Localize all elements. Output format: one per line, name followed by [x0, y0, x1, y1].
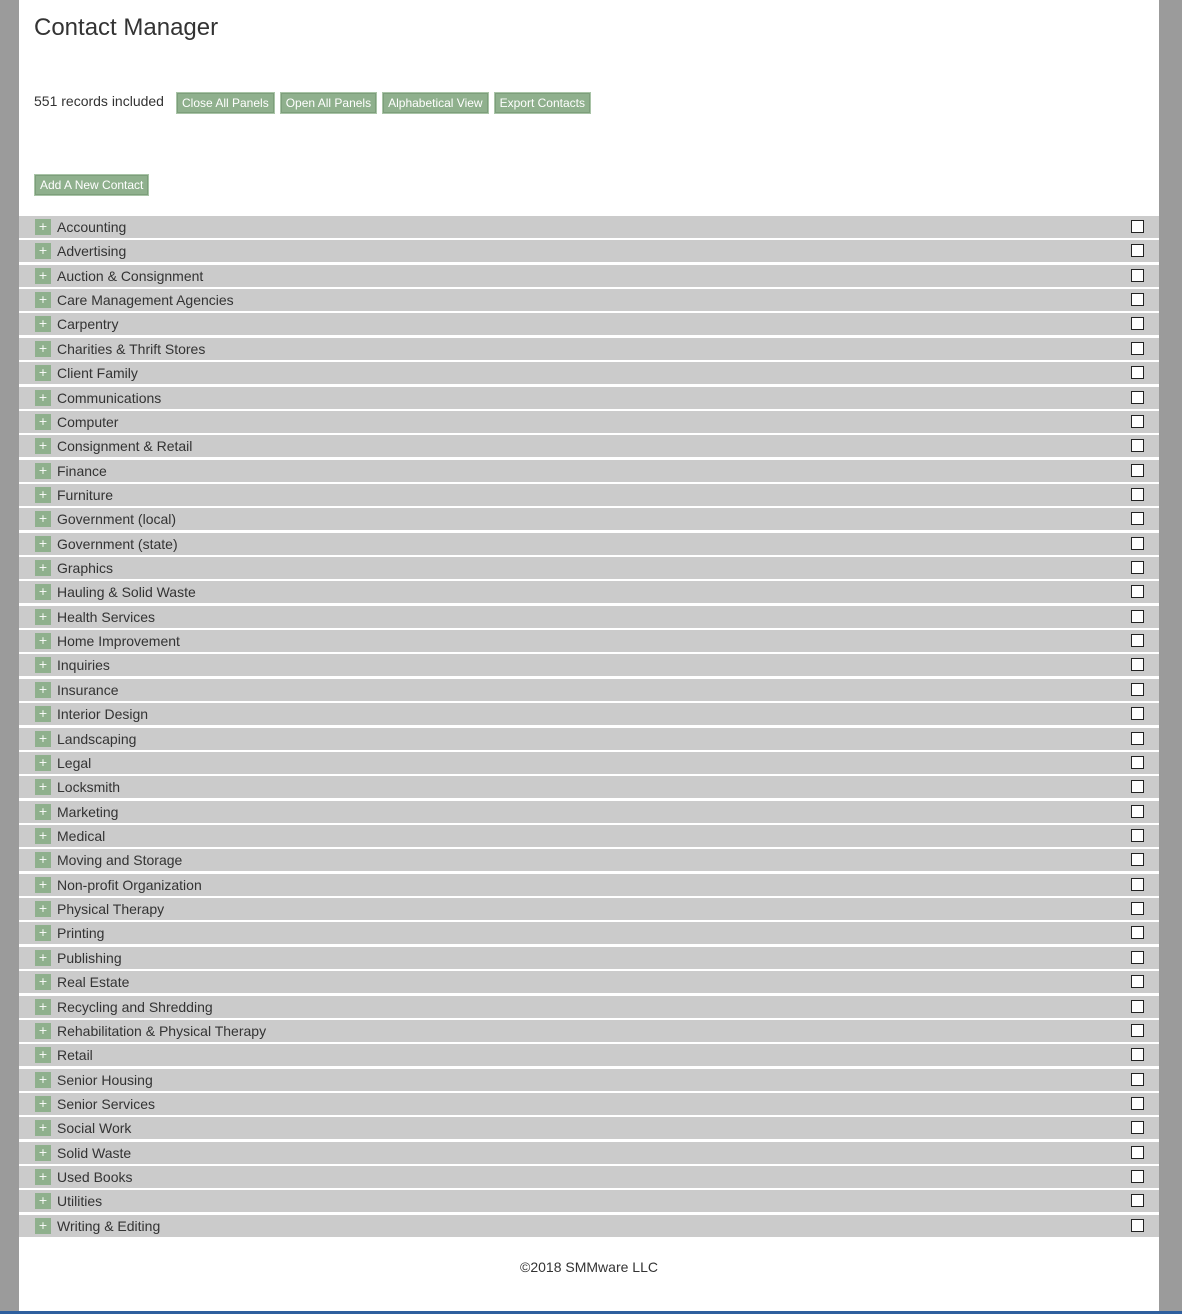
category-checkbox[interactable]: [1131, 244, 1144, 257]
category-row[interactable]: [19, 703, 1159, 725]
category-label: Government (state): [57, 535, 178, 552]
category-label: Health Services: [57, 608, 156, 625]
expand-plus-icon[interactable]: +: [35, 706, 51, 722]
category-row[interactable]: [19, 654, 1159, 676]
category-label: Consignment & Retail: [57, 438, 193, 455]
category-label: Locksmith: [57, 779, 121, 796]
category-checkbox[interactable]: [1131, 585, 1144, 598]
expand-plus-icon[interactable]: +: [35, 779, 51, 795]
category-label: Computer: [57, 413, 119, 430]
category-checkbox[interactable]: [1131, 512, 1144, 525]
expand-plus-icon[interactable]: +: [35, 1193, 51, 1209]
expand-plus-icon[interactable]: +: [35, 1072, 51, 1088]
toolbar: [34, 92, 596, 114]
expand-plus-icon[interactable]: +: [35, 463, 51, 479]
expand-plus-icon[interactable]: +: [35, 243, 51, 259]
category-row[interactable]: [19, 1215, 1159, 1237]
category-label: Solid Waste: [57, 1144, 132, 1161]
category-row[interactable]: [19, 1020, 1159, 1042]
category-checkbox[interactable]: [1131, 926, 1144, 939]
category-row[interactable]: [19, 728, 1159, 750]
category-label: Used Books: [57, 1169, 133, 1186]
category-row[interactable]: [19, 435, 1159, 457]
category-row[interactable]: [19, 801, 1159, 823]
category-checkbox[interactable]: [1131, 1170, 1144, 1183]
add-contact-button[interactable]: Add A New Contact: [34, 174, 149, 196]
alphabetical-view-button[interactable]: Alphabetical View: [382, 92, 489, 114]
expand-plus-icon[interactable]: +: [35, 901, 51, 917]
footer-copyright: ©2018 SMMware LLC: [520, 1259, 658, 1275]
expand-plus-icon[interactable]: +: [35, 804, 51, 820]
expand-plus-icon[interactable]: +: [35, 536, 51, 552]
expand-plus-icon[interactable]: +: [35, 341, 51, 357]
category-row[interactable]: [19, 460, 1159, 482]
category-row[interactable]: [19, 752, 1159, 774]
category-checkbox[interactable]: [1131, 756, 1144, 769]
category-row[interactable]: [19, 606, 1159, 628]
category-checkbox[interactable]: [1131, 1194, 1144, 1207]
category-label: Writing & Editing: [57, 1217, 161, 1234]
category-row[interactable]: [19, 971, 1159, 993]
category-list: [19, 216, 1159, 1239]
category-label: Hauling & Solid Waste: [57, 584, 196, 601]
category-label: Senior Services: [57, 1095, 156, 1112]
close-all-panels-button[interactable]: Close All Panels: [176, 92, 275, 114]
category-label: Moving and Storage: [57, 852, 183, 869]
expand-plus-icon[interactable]: +: [35, 584, 51, 600]
expand-plus-icon[interactable]: +: [35, 974, 51, 990]
category-label: Real Estate: [57, 974, 130, 991]
category-label: Home Improvement: [57, 633, 180, 650]
expand-plus-icon[interactable]: +: [35, 682, 51, 698]
expand-plus-icon[interactable]: +: [35, 755, 51, 771]
category-row[interactable]: [19, 679, 1159, 701]
category-row[interactable]: [19, 1093, 1159, 1115]
category-label: Care Management Agencies: [57, 292, 234, 309]
category-row[interactable]: [19, 825, 1159, 847]
expand-plus-icon[interactable]: +: [35, 1120, 51, 1136]
expand-plus-icon[interactable]: +: [35, 414, 51, 430]
expand-plus-icon[interactable]: +: [35, 1145, 51, 1161]
category-checkbox[interactable]: [1131, 1121, 1144, 1134]
category-label: Senior Housing: [57, 1071, 153, 1088]
category-label: Accounting: [57, 219, 127, 235]
expand-plus-icon[interactable]: +: [35, 438, 51, 454]
open-all-panels-button[interactable]: Open All Panels: [280, 92, 377, 114]
category-label: Charities & Thrift Stores: [57, 340, 206, 357]
page-container: [19, 0, 1159, 1311]
category-checkbox[interactable]: [1131, 951, 1144, 964]
category-checkbox[interactable]: [1131, 780, 1144, 793]
category-label: Finance: [57, 462, 107, 479]
category-checkbox[interactable]: [1131, 829, 1144, 842]
category-label: Social Work: [57, 1120, 132, 1137]
category-row[interactable]: [19, 411, 1159, 433]
category-checkbox[interactable]: [1131, 1073, 1144, 1086]
expand-plus-icon[interactable]: +: [35, 657, 51, 673]
category-label: Auction & Consignment: [57, 267, 204, 284]
expand-plus-icon[interactable]: +: [35, 1218, 51, 1234]
category-row[interactable]: [19, 1117, 1159, 1139]
category-label: Utilities: [57, 1193, 103, 1210]
expand-plus-icon[interactable]: +: [35, 609, 51, 625]
category-row[interactable]: [19, 947, 1159, 969]
export-contacts-button[interactable]: Export Contacts: [494, 92, 591, 114]
category-row[interactable]: [19, 996, 1159, 1018]
category-label: Client Family: [57, 365, 138, 382]
category-label: Insurance: [57, 681, 119, 698]
category-label: Advertising: [57, 243, 127, 260]
category-checkbox[interactable]: [1131, 415, 1144, 428]
category-checkbox[interactable]: [1131, 902, 1144, 915]
category-row[interactable]: [19, 362, 1159, 384]
category-row[interactable]: [19, 216, 1159, 238]
category-row[interactable]: [19, 289, 1159, 311]
expand-plus-icon[interactable]: +: [35, 877, 51, 893]
expand-plus-icon[interactable]: +: [35, 1169, 51, 1185]
category-label: Legal: [57, 754, 92, 771]
category-row[interactable]: [19, 240, 1159, 262]
category-checkbox[interactable]: [1131, 561, 1144, 574]
category-row[interactable]: [19, 1190, 1159, 1212]
category-label: Landscaping: [57, 730, 137, 747]
expand-plus-icon[interactable]: +: [35, 219, 51, 235]
category-label: Medical: [57, 827, 106, 844]
category-label: Printing: [57, 925, 105, 942]
category-checkbox[interactable]: [1131, 732, 1144, 745]
category-row[interactable]: [19, 849, 1159, 871]
category-checkbox[interactable]: [1131, 975, 1144, 988]
expand-plus-icon[interactable]: +: [35, 316, 51, 332]
category-checkbox[interactable]: [1131, 805, 1144, 818]
category-checkbox[interactable]: [1131, 658, 1144, 671]
category-label: Non-profit Organization: [57, 876, 202, 893]
expand-plus-icon[interactable]: +: [35, 925, 51, 941]
category-row[interactable]: [19, 922, 1159, 944]
category-checkbox[interactable]: [1131, 1097, 1144, 1110]
expand-plus-icon[interactable]: +: [35, 950, 51, 966]
expand-plus-icon[interactable]: +: [35, 828, 51, 844]
category-checkbox[interactable]: [1131, 1048, 1144, 1061]
category-checkbox[interactable]: [1131, 391, 1144, 404]
expand-plus-icon[interactable]: +: [35, 487, 51, 503]
expand-plus-icon[interactable]: +: [35, 633, 51, 649]
category-checkbox[interactable]: [1131, 707, 1144, 720]
category-checkbox[interactable]: [1131, 293, 1144, 306]
category-checkbox[interactable]: [1131, 220, 1144, 233]
category-checkbox[interactable]: [1131, 317, 1144, 330]
expand-plus-icon[interactable]: +: [35, 1023, 51, 1039]
category-row[interactable]: [19, 581, 1159, 603]
category-row[interactable]: [19, 557, 1159, 579]
category-checkbox[interactable]: [1131, 634, 1144, 647]
expand-plus-icon[interactable]: +: [35, 852, 51, 868]
category-row[interactable]: [19, 508, 1159, 530]
category-row[interactable]: [19, 630, 1159, 652]
category-row[interactable]: [19, 387, 1159, 409]
category-checkbox[interactable]: [1131, 1000, 1144, 1013]
expand-plus-icon[interactable]: +: [35, 292, 51, 308]
expand-plus-icon[interactable]: +: [35, 268, 51, 284]
category-checkbox[interactable]: [1131, 878, 1144, 891]
category-label: Physical Therapy: [57, 901, 165, 918]
category-checkbox[interactable]: [1131, 1146, 1144, 1159]
category-row[interactable]: [19, 313, 1159, 335]
category-checkbox[interactable]: [1131, 439, 1144, 452]
category-checkbox[interactable]: [1131, 488, 1144, 501]
category-label: Publishing: [57, 949, 122, 966]
expand-plus-icon[interactable]: +: [35, 365, 51, 381]
page-title: Contact Manager: [34, 14, 219, 41]
category-row[interactable]: [19, 776, 1159, 798]
category-checkbox[interactable]: [1131, 342, 1144, 355]
expand-plus-icon[interactable]: +: [35, 1047, 51, 1063]
category-checkbox[interactable]: [1131, 610, 1144, 623]
category-label: Recycling and Shredding: [57, 998, 213, 1015]
category-row[interactable]: [19, 874, 1159, 896]
category-checkbox[interactable]: [1131, 683, 1144, 696]
expand-plus-icon[interactable]: +: [35, 560, 51, 576]
category-checkbox[interactable]: [1131, 464, 1144, 477]
category-checkbox[interactable]: [1131, 537, 1144, 550]
expand-plus-icon[interactable]: +: [35, 999, 51, 1015]
category-label: Furniture: [57, 486, 114, 503]
expand-plus-icon[interactable]: +: [35, 390, 51, 406]
category-checkbox[interactable]: [1131, 1024, 1144, 1037]
category-label: Communications: [57, 389, 162, 406]
category-checkbox[interactable]: [1131, 1219, 1144, 1232]
expand-plus-icon[interactable]: +: [35, 511, 51, 527]
category-label: Interior Design: [57, 706, 149, 723]
category-row[interactable]: [19, 338, 1159, 360]
category-label: Government (local): [57, 511, 177, 528]
expand-plus-icon[interactable]: +: [35, 731, 51, 747]
category-row[interactable]: [19, 533, 1159, 555]
category-checkbox[interactable]: [1131, 853, 1144, 866]
category-row[interactable]: [19, 1142, 1159, 1164]
category-label: Rehabilitation & Physical Therapy: [57, 1022, 267, 1039]
expand-plus-icon[interactable]: +: [35, 1096, 51, 1112]
category-row[interactable]: [19, 1166, 1159, 1188]
category-label: Graphics: [57, 560, 114, 577]
category-row[interactable]: [19, 265, 1159, 287]
category-label: Retail: [57, 1047, 93, 1064]
category-row[interactable]: [19, 898, 1159, 920]
records-count: 551 records included: [34, 93, 164, 109]
category-label: Inquiries: [57, 657, 110, 674]
category-row[interactable]: [19, 1044, 1159, 1066]
category-checkbox[interactable]: [1131, 366, 1144, 379]
category-label: Marketing: [57, 803, 119, 820]
category-row[interactable]: [19, 1069, 1159, 1091]
category-checkbox[interactable]: [1131, 269, 1144, 282]
category-label: Carpentry: [57, 316, 119, 333]
category-row[interactable]: [19, 484, 1159, 506]
